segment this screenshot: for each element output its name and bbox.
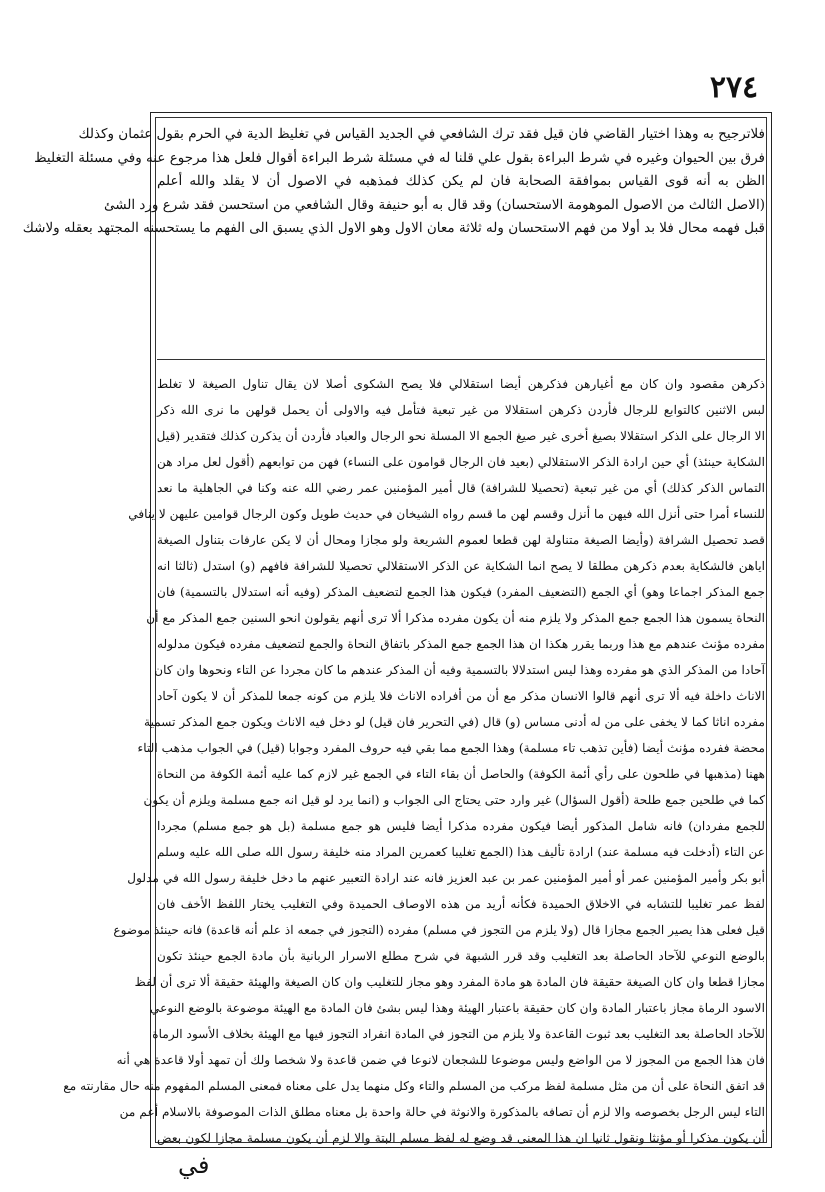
text-line: فرق بين الحيوان وغيره في شرط البراءة بقول علي قلنا له في مسئلة شرط البراءة أقوال فلعل هذا مرجوع عنه وفي مسئلة التغليظ bbox=[34, 149, 765, 166]
text-line: اياهن فالشكاية بعدم ذكرهن مطلقا لا يصح انما الشكاية عن الذكر الاستقلالي تحصيلا للشرافة فافهم (و) استدل (ثالثا انه bbox=[157, 559, 765, 573]
text-line: قيل فعلى هذا يصير الجمع مجازا قال (ولا يلزم من التجوز في مسلم) مفرده (التجوز في جمعه اذ علم أنه قاعدة) فانه حينئذ موضوع bbox=[113, 923, 765, 937]
text-line: لفظ عمر تغليبا للتشابه في الاخلاق الحميدة فكأنه أريد من هذه الاوصاف الحميدة وفي التغليب يختار اللفظ الأخف فان bbox=[157, 897, 765, 911]
text-line: جمع المذكر اجماعا وهو) أي الجمع (التضعيف المفرد) فيكون هذا الجمع لتضعيف المذكر (وفيه أنه استدلال بالتسمية) فان bbox=[157, 585, 765, 599]
text-line: مفرده مؤنث عندهم مع هذا وربما يقرر هكذا ان هذا الجمع جمع المذكر باتفاق النحاة والجمع لتضعيف مفرده فيكون مدلوله bbox=[157, 637, 765, 651]
text-line: الاناث داخلة فيه ألا ترى أنهم قالوا الانسان مذكر مع أن من أفراده الاناث فلا يلزم من كونه جمعا للمذكر أن لا يكون آحاد bbox=[157, 689, 765, 703]
catchword: في bbox=[178, 1151, 210, 1179]
text-line: فان هذا الجمع من المجوز لا من الواضع وليس موضوعا للشجعان لانوعا في ضمن قاعدة ولا شخصا ولك أن تمهد أولا قاعدة هي أنه bbox=[116, 1053, 765, 1067]
text-line: الا الرجال على الذكر استقلالا بصيغ أخرى غير صيغ الجمع الا المسلة نحو الرجال والعباد فأردن أن يذكرن كذلك فتقدير (قيل bbox=[156, 429, 765, 443]
text-line: الاسود الرماة مجاز باعتبار المادة وان كان حقيقة باعتبار الهيئة وهذا ليس بشئ فان المادة مع الهيئة موضوعة بالوضع النوعي bbox=[150, 1001, 765, 1015]
text-line: مفرده اناثا كما لا يخفى على من له أدنى مساس (و) قال (في التحرير فان قيل) لو دخل فيه الاناث ويكون جمع المذكر تسمية bbox=[144, 715, 765, 729]
text-line: للآحاد الحاصلة بعد التغليب بعد ثبوت القاعدة ولا يلزم من التجوز في المادة انفراد التجوز فيها مع الهيئة بخلاف الأسود الرماة bbox=[152, 1027, 765, 1041]
text-line: قصد تحصيل الشرافة (وأيضا الصيغة متناولة لهن قطعا لعموم الشريعة ولو مجازا ومحال أن لا يكن عارفات بتناول الصيغة bbox=[157, 533, 765, 547]
text-line: بالوضع النوعي للآحاد الحاصلة بعد التغليب وقد قرر الشبهة في شرح مطلع الاسرار الربانية بأن مادة الجمع حينئذ تكون bbox=[157, 949, 765, 963]
text-line: فلاترجيح به وهذا اختيار القاضي فان قيل فقد ترك الشافعي في الجديد القياس في تغليظ الدية في الحرم بقول عثمان وكذلك bbox=[78, 126, 765, 142]
page-number: ٢٧٤ bbox=[709, 70, 759, 105]
text-line: مجازا قطعا وان كان الصيغة حقيقة فان المادة هو مادة المفرد وهو مجاز للتغليب وان كان الصيغة والهيئة حقيقة ألا ترى أن لفظ bbox=[134, 975, 765, 989]
text-frame bbox=[22, 112, 772, 1148]
text-line: أن يكون مذكرا أو مؤنثا ونقول ثانيا ان هذا المعنى قد وضع له لفظ مسلم البتة والا لزم أن يكون مسلمة مجازا لكون بعض bbox=[157, 1131, 765, 1145]
text-line: قد اتفق النحاة على أن من مثل مسلمة لفظ مركب من المسلم والتاء وكل منهما يدل على معناه فمعنى المسلم المفهوم منه حال مقارنته مع bbox=[63, 1079, 765, 1093]
text-line: محضة ففرده مؤنث أيضا (فأين تذهب تاء مسلمة) وهذا الجمع مما بقي فيه حروف المفرد وجوابا (قيل) في الجواب مذهب التاء bbox=[137, 741, 765, 755]
text-line: عن التاء (أدخلت فيه مسلمة عند) ارادة تأليف هذا (الجمع تغليبا كعمرين المراد منه خليفة رسول الله صلى الله عليه وسلم bbox=[157, 845, 765, 859]
text-line: كما في طلحين جمع طلحة (أقول السؤال) غير وارد حتى يحتاج الى الجواب و (انما يرد لو قيل انه جمع مسلمة ويلزم أن يكون bbox=[143, 793, 765, 807]
text-line: لبس الاثنين كالتوابع للرجال فأردن ذكرهن استقلالا من غير تبعية فتأمل فيه والاولى أن يحمل قولهن ما نرى الله ذكر bbox=[157, 403, 765, 417]
text-line: (الاصل الثالث من الاصول الموهومة الاستحسان) وقد قال به أبو حنيفة وقال الشافعي من استحسن فقد شرع ورد الشئ bbox=[103, 196, 765, 213]
text-line: للنساء أمرا حتى أنزل الله فيهن ما أنزل وقسم لهن ما قسم رواه الشيخان في حديث طويل وكون الرجال قوامين عليهن لا ينافي bbox=[128, 507, 765, 521]
text-line: التماس الذكر كذلك) أي من غير تبعية (تحصيلا للشرافة) قال أمير المؤمنين عمر رضي الله عنه وكنا في الجاهلية ما نعد bbox=[157, 481, 765, 495]
text-line: النحاة يسمون هذا الجمع جمع المذكر ولا يلزم منه أن يكون مفرده مذكرا ألا ترى أنهم يقولون انحو السنين جمع المذكر مع أن bbox=[146, 611, 765, 625]
lower-text-block bbox=[63, 371, 765, 1145]
text-line: ذكرهن مقصود وان كان مع أغيارهن فذكرهن أيضا استقلالي فلا يصح الشكوى أصلا لان يقال تناول الصيغة لا تغلط bbox=[157, 377, 765, 391]
text-line: آحادا من المذكر الذي هو مفرده وهذا ليس استدلالا بالتسمية وفيه أن المذكر عندهم ما كان مجردا عن التاء ونحوها وان كان bbox=[154, 663, 765, 677]
text-line: الظن به أنه قوى القياس بموافقة الصحابة فان لم يكن كذلك فمذهبه في الاصول أن لا يقلد والله أعلم bbox=[157, 173, 765, 189]
text-line: الشكاية حينئذ) أي حين ارادة الذكر الاستقلالي (بعيد فان الرجال قوامون على النساء) فهن من توابعهم (أقول لعل مراد هن bbox=[157, 455, 765, 469]
section-divider bbox=[157, 359, 765, 360]
text-line: قبل فهمه محال فلا بد أولا من فهم الاستحسان وله ثلاثة معان الاول وهو الاول الذي يسبق الى الفهم ما يستحسنه المجتهد بعقله ولاشك bbox=[22, 220, 765, 236]
text-line: للجمع مفردان) فانه شامل المذكور أيضا فيكون مفرده مذكرا أيضا فليس هو جمع مسلمة (بل هو جمع مسلم) مجردا bbox=[157, 819, 765, 833]
text-line: أبو بكر وأمير المؤمنين عمر أو أمير المؤمنين عمر بن عبد العزيز فانه عند ارادة التعبير عنهم ما دخل خليفة رسول الله في مدلول bbox=[127, 871, 765, 885]
text-line: التاء ليس الرجل بخصوصه والا لزم أن تصافه بالمذكورة والانوثة في حالة واحدة بل معناه مطلق الذات الموصوفة بالاسلام أعم من bbox=[119, 1105, 765, 1119]
upper-text-block bbox=[22, 123, 765, 348]
text-line: ههنا (مذهبها في طلحون على رأي أئمة الكوفة) والحاصل أن بقاء التاء في الجمع غير لازم كما عليه أئمة الكوفة من النحاة bbox=[157, 767, 765, 781]
